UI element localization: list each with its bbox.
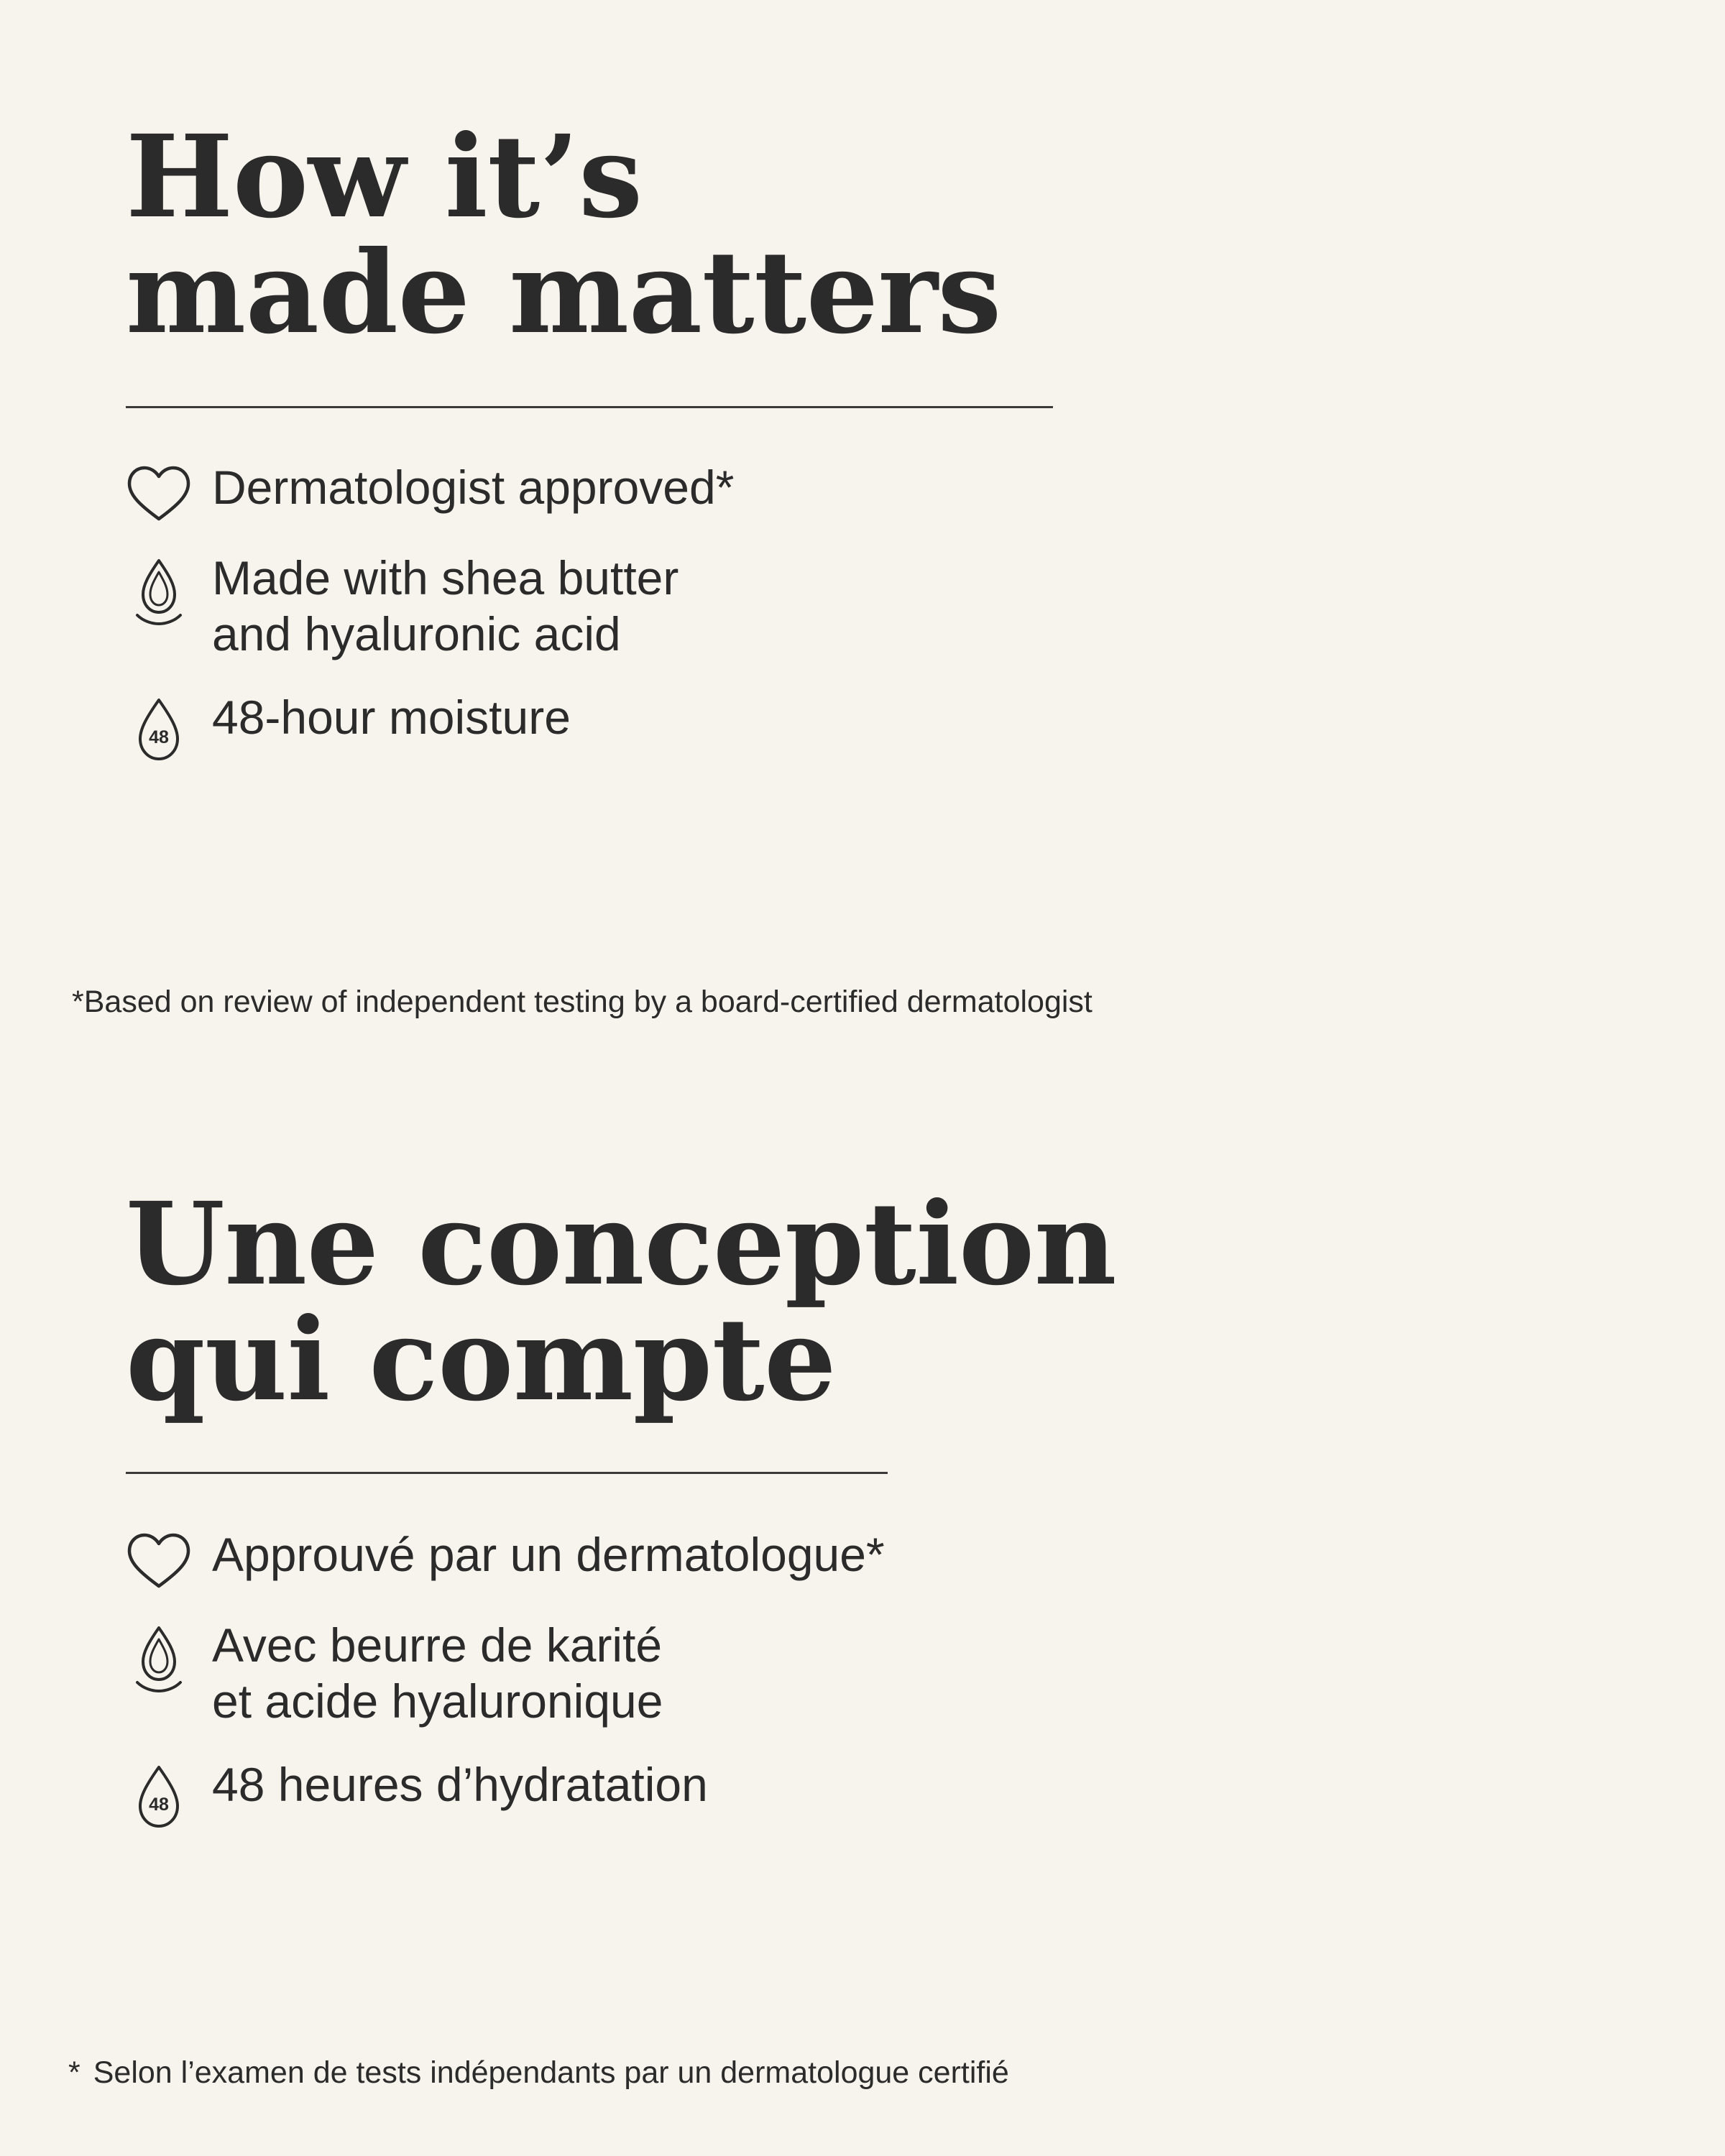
benefit-text: [212, 1757, 708, 1813]
list-item: [126, 550, 1599, 663]
shea-drop-icon: [126, 550, 212, 627]
benefit-text-line-2: et acide hyaluronique: [212, 1674, 663, 1728]
benefit-text: [212, 550, 678, 663]
benefit-text: [212, 460, 734, 516]
footnote-asterisk: *: [68, 2055, 80, 2090]
footnote-text: Selon l’examen de tests indépendants par un dermatologue certifié: [93, 2055, 1009, 2090]
title-line-2: made matters: [126, 226, 1001, 360]
benefit-text-line-1: Made with shea butter: [212, 551, 679, 604]
list-item: [126, 460, 1599, 523]
icon-label-48: 48: [149, 727, 169, 747]
benefit-text-line-2: and hyaluronic acid: [212, 607, 621, 660]
benefit-text-line-1: Approuvé par un dermatologue*: [212, 1528, 885, 1581]
benefit-list-english: [126, 460, 1599, 792]
title-line-2: qui compte: [126, 1294, 837, 1427]
48-hour-droplet-icon: [126, 1757, 212, 1832]
benefit-text-line-1: Dermatologist approved*: [212, 461, 735, 514]
page-title-french: [126, 1177, 1117, 1427]
shea-drop-icon: [126, 1618, 212, 1694]
48-hour-droplet-icon: [126, 690, 212, 765]
benefit-text: [212, 1527, 885, 1583]
title-line-1: How it’s: [126, 110, 643, 244]
list-item: [126, 1527, 1599, 1590]
title-line-1: Une conception: [126, 1177, 1117, 1311]
divider-french: [126, 1472, 888, 1474]
list-item: [126, 690, 1599, 765]
footnote-french: [68, 2055, 1009, 2091]
page-title-english: [126, 110, 1001, 360]
benefit-list-french: [126, 1527, 1599, 1859]
benefit-text-line-1: 48 heures d’hydratation: [212, 1757, 708, 1811]
benefit-text: [212, 1618, 663, 1730]
divider-english: [126, 406, 1053, 408]
list-item: [126, 1757, 1599, 1832]
benefit-text-line-1: 48-hour moisture: [212, 690, 571, 744]
list-item: [126, 1618, 1599, 1730]
heart-icon: [126, 1527, 212, 1590]
benefit-text: [212, 690, 571, 746]
icon-label-48: 48: [149, 1794, 169, 1815]
heart-icon: [126, 460, 212, 523]
footnote-english: *Based on review of independent testing by a board-certified dermatologist: [72, 985, 1092, 1019]
benefit-text-line-1: Avec beurre de karité: [212, 1618, 663, 1672]
